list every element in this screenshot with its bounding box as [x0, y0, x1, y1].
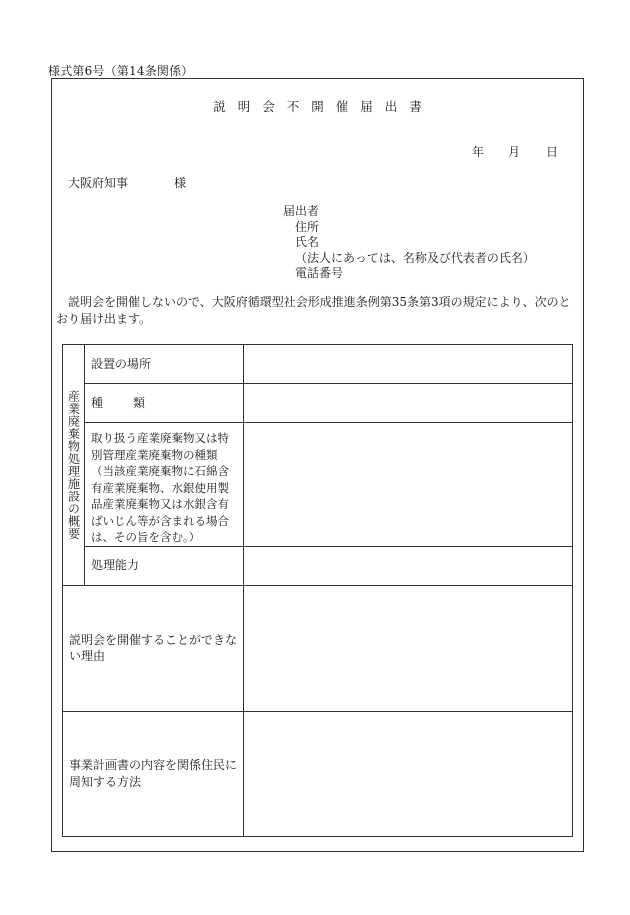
table-row — [63, 345, 573, 384]
facility-overview-table — [62, 344, 573, 837]
section-label-cell — [63, 345, 85, 586]
form-number-label: 様式第6号（第14条関係） — [48, 64, 194, 78]
submitter-heading: 届出者 — [283, 204, 320, 218]
row-label-location: 設置の場所 — [85, 345, 244, 384]
addressee-honorific: 様 — [174, 176, 187, 190]
date-day: 日 — [546, 145, 559, 159]
row-value-location[interactable] — [244, 345, 573, 384]
row-value-type[interactable] — [244, 384, 573, 423]
row-label-method: 事業計画書の内容を関係住民に周知する方法 — [63, 711, 244, 836]
row-label-waste-types: 取り扱う産業廃棄物又は特別管理産業廃棄物の種類（当該産業廃棄物に石綿含有産業廃棄物、水銀使用製品産業廃棄物又は水銀含有ばいじん等が含まれる場合は、その旨を含む。） — [85, 423, 244, 547]
submitter-phone-label: 電話番号 — [295, 266, 344, 281]
addressee — [68, 174, 186, 191]
section-label: 産業廃棄物処理施設の概要 — [66, 389, 81, 540]
table-row — [63, 423, 573, 547]
submitter-block — [283, 204, 535, 282]
date-line — [472, 143, 558, 160]
submitter-corp-note: （法人にあっては、名称及び代表者の氏名） — [295, 250, 535, 265]
row-value-method[interactable] — [244, 711, 573, 836]
row-value-reason[interactable] — [244, 585, 573, 711]
addressee-name: 大阪府知事 — [68, 176, 129, 190]
submitter-name-label: 氏名 — [295, 235, 320, 250]
table-row — [63, 384, 573, 423]
row-label-type: 種 類 — [85, 384, 244, 423]
row-value-waste-types[interactable] — [244, 423, 573, 547]
notification-statement: 説明会を開催しないので、大阪府循環型社会形成推進条例第35条第3項の規定により、次のとおり届け出ます。 — [56, 295, 571, 326]
row-label-capacity: 処理能力 — [85, 546, 244, 585]
date-year: 年 — [472, 145, 485, 159]
row-label-reason: 説明会を開催することができない理由 — [63, 585, 244, 711]
document-title: 説明会不開催届出書 — [213, 99, 434, 114]
table-row — [63, 711, 573, 836]
table-row — [63, 546, 573, 585]
table-row — [63, 585, 573, 711]
row-value-capacity[interactable] — [244, 546, 573, 585]
submitter-address-label: 住所 — [295, 219, 320, 234]
date-month: 月 — [508, 145, 521, 159]
